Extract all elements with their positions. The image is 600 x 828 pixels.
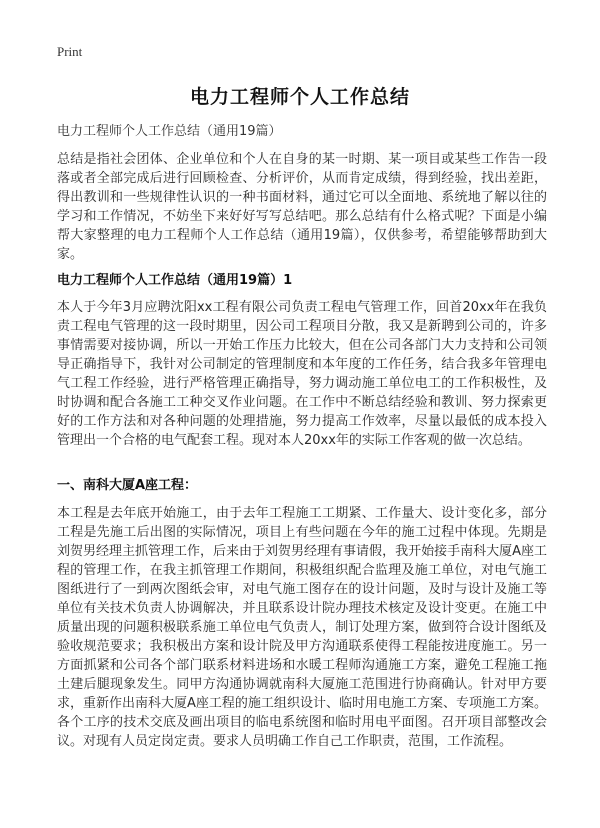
document-title: 电力工程师个人工作总结 <box>189 86 410 108</box>
print-label[interactable]: Print <box>57 44 83 59</box>
document-subtitle: 电力工程师个人工作总结（通用19篇） <box>57 124 282 139</box>
intro-paragraph: 总结是指社会团体、企业单位和个人在自身的某一时期、某一项目或某些工作告一段落或者全部完成后进行回顾检查、分析评价，从而肯定成绩，得到经验，找出差距，得出教训和一些规律性认识的一种书面材料，通过它可以全面地、系统地了解以往的学习和工作情况，不妨坐下来好好写写总结吧。那么总结有什么格式呢？下面是小编帮大家整理的电力工程师个人工作总结（通用19篇），仅供参考，希望能够帮助到大家。 <box>57 152 547 262</box>
subsection-heading: 一、南科大厦A座工程： <box>57 478 198 493</box>
section-heading: 电力工程师个人工作总结（通用19篇）1 <box>57 273 293 288</box>
body-paragraph-two: 本工程是去年底开始施工，由于去年工程施工工期紧、工作量大、设计变化多，部分工程是先施工后出图的实际情况，项目上有些问题在今年的施工过程中体现。先期是刘贺男经理主抓管理工作，后来由于刘贺男经理有事请假，我开始接手南科大厦A座工程的管理工作，在我主抓管理工作期间，积极组织配合监理及施工单位，对电气施工图纸进行了一到两次图纸会审，对电气施工图存在的设计问题，及时与设计及施工等单位有关技术负责人协调解决，并且联系设计院办理技术核定及设计变更。在施工中质量出现的问题积极联系施工单位电气负责人，制订处理方案，做到符合设计图纸及验收规范要求；我积极出方案和设计院及甲方沟通联系使得工程能按进度施工。另一方面抓紧和公司各个部门联系材料进场和水暖工程师沟通施工方案，避免工程施工拖土建后腿现象发生。同甲方沟通协调就南科大厦施工范围进行协商确认。针对甲方要求，重新作出南科大厦A座工程的施工组织设计、临时用电施工方案、专项施工方案。各个工序的技术交底及画出项目的临电系统图和临时用电平面图。召开项目部整改会议。对现有人员定岗定责。要求人员明确工作自己工作职责，范围，工作流程。 <box>57 506 547 749</box>
body-paragraph-one: 本人于今年3月应聘沈阳xx工程有限公司负责工程电气管理工作，回首20xx年在我负责工程电气管理的这一段时期里，因公司工程项目分散，我又是新聘到公司的，许多事情需要对接协调，所以一开始工作压力比较大，但在公司各部门大力支持和公司领导正确指导下，我针对公司制定的管理制度和本年度的工作任务，结合我多年管理电气工程工作经验，进行严格管理正确指导，努力调动施工单位电工的工作积极性，及时协调和配合各施工工种交叉作业问题。在工作中不断总结经验和教训、努力探索更好的工作方法和对各种问题的处理措施，努力提高工作效率，尽量以最低的成本投入管理出一个合格的电气配套工程。现对本人20xx年的实际工作客观的做一次总结。 <box>57 300 547 448</box>
